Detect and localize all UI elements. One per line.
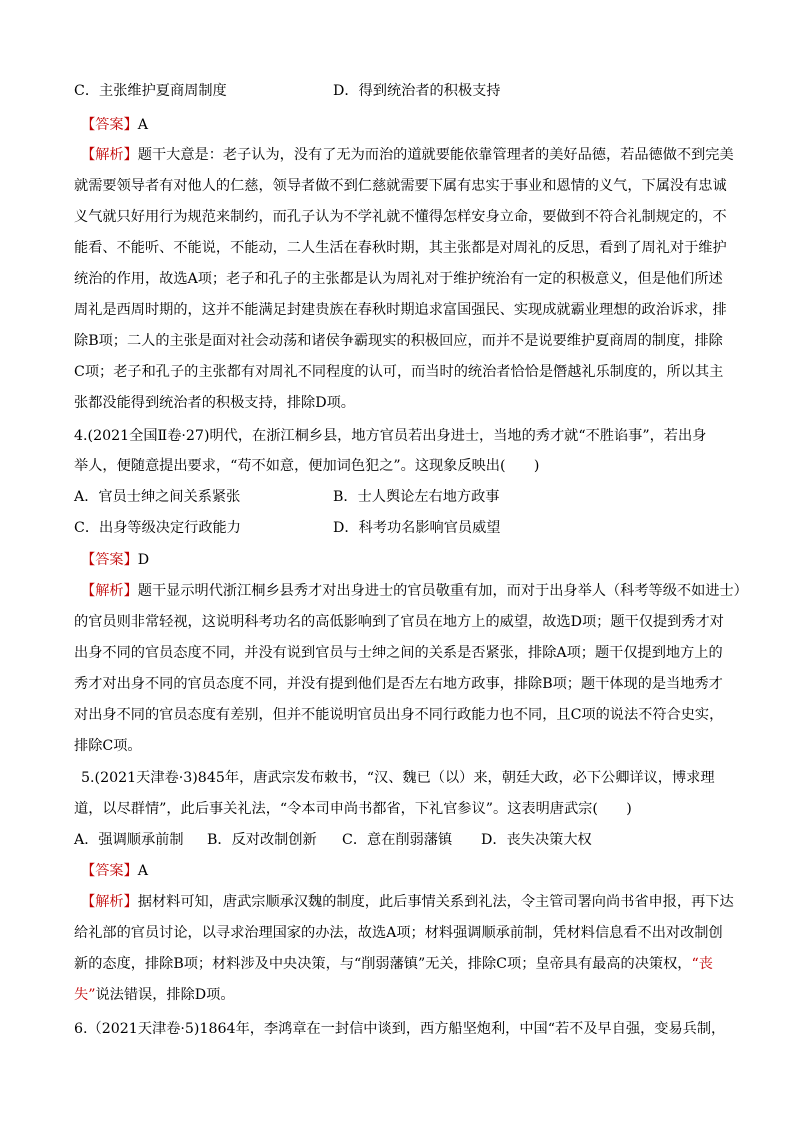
q4-answer: [81, 550, 149, 570]
q4-option-d: D．科考功名影响官员威望: [333, 520, 501, 536]
q6-stem-line: 6.（2021天津卷·5)1864年，李鸿章在一封信中谈到，西方船坚炮利，中国“若不及早自强，变易兵制，: [74, 1021, 726, 1037]
q4-analysis-line: 【解析】题干显示明代浙江桐乡县秀才对出身进士的官员敬重有加，而对于出身举人（科考等级不如进士）: [81, 583, 748, 599]
analysis-label: 【解析】: [81, 583, 138, 599]
q5-analysis-line: 失”说法错误，排除D项。: [74, 987, 235, 1003]
q4-option-b: B．士人舆论左右地方政事: [333, 489, 500, 505]
q5-stem-line: 道，以尽群情”，此后事关礼法，“令本司申尚书都省，下礼官参议”。这表明唐武宗( ): [74, 801, 632, 817]
answer-label: 【答案】: [81, 552, 138, 568]
q4-stem-line: 举人，便随意提出要求，“苟不如意，便加词色犯之”。这现象反映出( ): [74, 458, 540, 474]
analysis-red-quote: 失”: [74, 987, 96, 1003]
q3-analysis-line: 张都没能得到统治者的积极支持，排除D项。: [74, 395, 355, 411]
q3-analysis-line: 【解析】题干大意是：老子认为，没有了无为而治的道就要能依靠管理者的美好品德，若品德做不到完美: [81, 147, 734, 163]
q5-analysis-line: 新的态度，排除B项；材料涉及中央决策，与“削弱藩镇”无关，排除C项；皇帝具有最高的决策权，“丧: [74, 956, 713, 972]
q4-analysis-line: 对出身不同的官员态度有差别，但并不能说明官员出身不同行政能力也不同，且C项的说法不符合史实，: [74, 707, 724, 723]
q4-stem-line: 4.(2021全国Ⅱ卷·27)明代，在浙江桐乡县，地方官员若出身进士，当地的秀才就“不胜谄事”，若出身: [74, 428, 707, 444]
q4-analysis-line: 的官员则非常轻视，这说明科考功名的高低影响到了官员在地方上的威望，故选D项；题干仅提到秀才对: [74, 614, 724, 630]
q5-option-b: B．反对改制创新: [207, 832, 317, 848]
q5-answer: [81, 861, 148, 881]
q3-analysis-line: 统治的作用，故选A项；老子和孔子的主张都是认为周礼对于维护统治有一定的积极意义，但是他们所述: [74, 271, 723, 287]
q5-option-c: C．意在削弱藩镇: [342, 832, 453, 848]
analysis-label: 【解析】: [81, 894, 138, 910]
q4-option-a: A．官员士绅之间关系紧张: [74, 489, 241, 505]
q5-option-d: D．丧失决策大权: [481, 832, 592, 848]
q5-analysis-line: 给礼部的官员讨论，以寻求治理国家的办法，故选A项；材料强调顺承前制，凭材料信息看不出对改制创: [74, 925, 723, 941]
answer-value: D: [137, 552, 150, 568]
q4-analysis-line: 排除C项。: [74, 738, 142, 754]
answer-value: A: [137, 863, 149, 879]
q4-analysis-line: 秀才对出身不同的官员态度不同，并没有提到他们是否左右地方政事，排除B项；题干体现的是当地秀才: [74, 676, 723, 692]
q4-option-c: C．出身等级决定行政能力: [74, 520, 241, 536]
answer-value: A: [137, 117, 149, 133]
q3-answer: [81, 115, 148, 135]
analysis-label: 【解析】: [81, 147, 138, 163]
analysis-red-quote: “丧: [691, 956, 713, 972]
answer-label: 【答案】: [81, 863, 138, 879]
q5-analysis-line: 【解析】据材料可知，唐武宗顺承汉魏的制度，此后事情关系到礼法，令主管司署向尚书省申报，再下达: [81, 894, 734, 910]
q3-analysis-line: 能看、不能听、不能说，不能动，二人生活在春秋时期，其主张都是对周礼的反思，看到了周礼对于维护: [74, 240, 727, 256]
q3-analysis-line: 义气就只好用行为规范来制约，而孔子认为不学礼就不懂得怎样安身立命，要做到不符合礼制规定的，不: [74, 209, 727, 225]
answer-label: 【答案】: [81, 117, 138, 133]
q5-option-a: A．强调顺承前制: [74, 832, 184, 848]
q3-option-d: D．得到统治者的积极支持: [333, 83, 501, 99]
q3-analysis-line: C项；老子和孔子的主张都有对周礼不同程度的认可，而当时的统治者恰恰是僭越礼乐制度的，所以其主: [74, 364, 724, 380]
q3-analysis-line: 除B项；二人的主张是面对社会动荡和诸侯争霸现实的积极回应，而并不是说要维护夏商周的制度，排除: [74, 333, 723, 349]
q3-analysis-line: 就需要领导者有对他人的仁慈，领导者做不到仁慈就需要下属有忠实于事业和恩情的义气，下属没有忠诚: [74, 178, 727, 194]
q5-stem-line: 5.(2021天津卷·3)845年，唐武宗发布敕书，“汉、魏已（以）来，朝廷大政，必下公卿详议，博求理: [81, 770, 715, 786]
q4-analysis-line: 出身不同的官员态度不同，并没有说到官员与士绅之间的关系是否紧张，排除A项；题干仅提到地方上的: [74, 645, 723, 661]
q3-analysis-line: 周礼是西周时期的，这并不能满足封建贵族在春秋时期追求富国强民、实现成就霸业理想的政治诉求，排: [74, 302, 727, 318]
q3-option-c: C．主张维护夏商周制度: [74, 83, 227, 99]
